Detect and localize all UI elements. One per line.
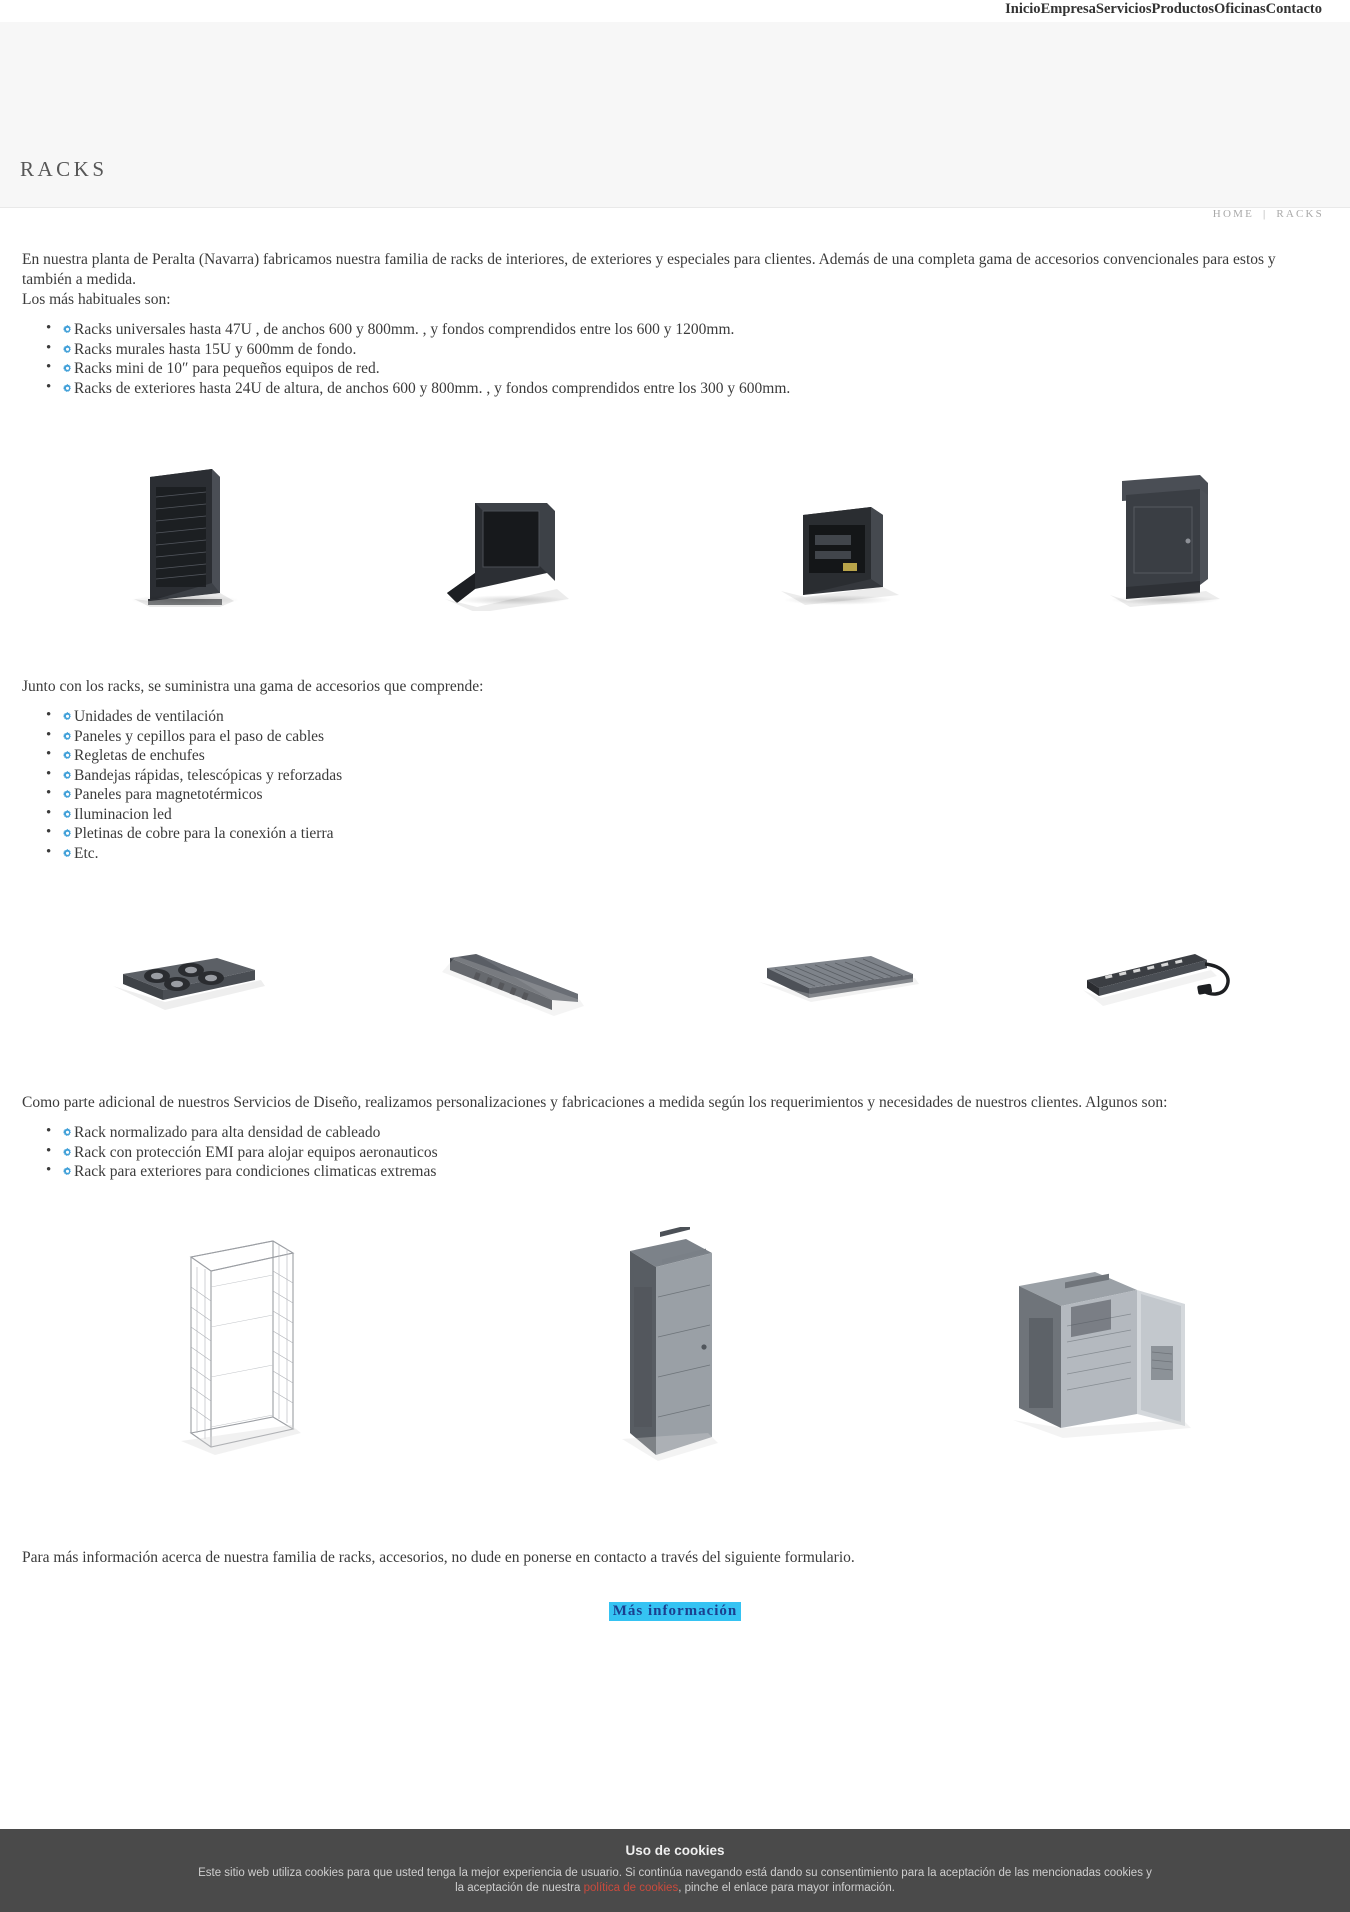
image-rack-emi[interactable]: [457, 1212, 892, 1492]
custom-list: [22, 1123, 1328, 1182]
image-rack-alta-densidad[interactable]: [22, 1212, 457, 1492]
page-title: RACKS: [20, 157, 108, 181]
list-item-label: Pletinas de cobre para la conexión a tierra: [74, 825, 334, 842]
gear-icon: [62, 1166, 73, 1177]
custom-intro-paragraph: Como parte adicional de nuestros Servicios de Diseño, realizamos personalizaciones y fabricaciones a medida según los requerimientos y necesidades de nuestros clientes. Algunos son:: [22, 1094, 1168, 1111]
cookie-text-after: , pinche el enlace para mayor información.: [678, 1882, 895, 1894]
gear-icon: [62, 789, 73, 800]
gear-icon: [62, 848, 73, 859]
cookie-bar-text: [195, 1866, 1155, 1896]
intro-paragraph: En nuestra planta de Peralta (Navarra) fabricamos nuestra familia de racks de interiores, de exteriores y especiales para clientes. Además de una completa gama de accesorios convencionales para estos y también a medida.: [22, 251, 1276, 288]
cookie-policy-link[interactable]: política de cookies: [583, 1882, 679, 1894]
list-item-label: Racks murales hasta 15U y 600mm de fondo.: [74, 340, 357, 358]
open-frame-rack-graphic: [145, 1227, 335, 1477]
gear-icon: [62, 363, 73, 374]
rack-universal-graphic: [120, 461, 250, 611]
list-item: [62, 746, 1328, 766]
image-shadow: [457, 595, 567, 605]
list-item-label: Racks universales hasta 47U , de anchos 600 y 800mm. , y fondos comprendidos entre los 600 y 1200mm.: [74, 321, 735, 338]
list-item-label: Paneles y cepillos para el paso de cables: [74, 727, 325, 745]
gear-icon: [62, 711, 73, 722]
list-item-label: Paneles para magnetotérmicos: [74, 786, 263, 803]
rack-exteriores-graphic: [1100, 461, 1230, 611]
accessories-image-row: [22, 925, 1328, 1035]
common-racks-list: [22, 320, 1328, 398]
list-item-label: Bandejas rápidas, telescópicas y reforzadas: [74, 766, 343, 784]
list-item-label: Unidades de ventilación: [74, 708, 224, 725]
gear-icon: [62, 770, 73, 781]
image-rack-exteriores[interactable]: [1002, 436, 1329, 611]
list-item: [62, 824, 1328, 844]
page-header-band: [0, 22, 1350, 220]
cookie-consent-bar: [0, 1829, 1350, 1912]
image-bandeja-rejilla[interactable]: [675, 925, 1002, 1035]
nav-item-empresa[interactable]: Empresa: [1040, 1, 1096, 17]
cta-container: [22, 1602, 1328, 1651]
image-rack-universal[interactable]: [22, 436, 349, 611]
list-item: [62, 805, 1328, 825]
list-item-label: Regletas de enchufes: [74, 747, 205, 764]
gear-icon: [62, 344, 73, 355]
gear-icon: [62, 828, 73, 839]
accessories-list: [22, 707, 1328, 863]
accessories-intro-paragraph: Junto con los racks, se suministra una gama de accesorios que comprende:: [22, 678, 484, 695]
list-item: [62, 379, 1328, 399]
list-item: [62, 766, 1328, 786]
nav-item-servicios[interactable]: Servicios: [1095, 1, 1152, 17]
list-item: [62, 340, 1328, 360]
image-regleta-enchufes[interactable]: [1002, 925, 1329, 1035]
cookie-text-before: Este sitio web utiliza cookies para que usted tenga la mejor experiencia de usuario. Si continúa navegando está dando su consentimiento para la aceptación de las mencionadas cookies y la aceptación de nuestra: [198, 1867, 1152, 1894]
main-content: [0, 208, 1350, 1651]
image-rack-mini[interactable]: [675, 436, 1002, 611]
image-shadow: [130, 595, 240, 605]
breadcrumb: [1213, 208, 1324, 220]
gear-icon: [62, 809, 73, 820]
list-item-label: Racks mini de 10″ para pequeños equipos de red.: [74, 360, 380, 377]
list-item-label: Rack con protección EMI para alojar equipos aeronauticos: [74, 1143, 438, 1161]
image-panel-pasacables[interactable]: [349, 925, 676, 1035]
image-rack-exteriores-extremo[interactable]: [893, 1212, 1328, 1492]
list-item: [62, 707, 1328, 727]
gear-icon: [62, 1147, 73, 1158]
main-navigation: [1005, 0, 1322, 18]
gear-icon: [62, 383, 73, 394]
list-item: [62, 1162, 1328, 1182]
power-strip-graphic: [1077, 940, 1252, 1020]
gear-icon: [62, 731, 73, 742]
list-item-label: Rack normalizado para alta densidad de cableado: [74, 1124, 381, 1141]
shelf-tray-graphic: [753, 940, 923, 1020]
list-item: [62, 320, 1328, 340]
list-item: [62, 727, 1328, 747]
list-item: [62, 359, 1328, 379]
nav-item-inicio[interactable]: Inicio: [1005, 1, 1041, 17]
list-item-label: Rack para exteriores para condiciones climaticas extremas: [74, 1163, 437, 1180]
contact-paragraph: Para más información acerca de nuestra familia de racks, accesorios, no dude en ponerse en contacto a través del siguiente formulario.: [22, 1548, 855, 1566]
image-rack-mural[interactable]: [349, 436, 676, 611]
image-unidad-ventilacion[interactable]: [22, 925, 349, 1035]
nav-item-contacto[interactable]: Contacto: [1265, 1, 1322, 17]
breadcrumb-current: RACKS: [1276, 208, 1324, 220]
cookie-bar-title: Uso de cookies: [625, 1843, 725, 1858]
emi-rack-graphic: [600, 1227, 750, 1477]
rack-mini-graphic: [763, 491, 913, 611]
common-racks-subtitle: Los más habituales son:: [22, 291, 171, 308]
list-item-label: Etc.: [74, 844, 99, 862]
mas-informacion-button[interactable]: Más información: [609, 1602, 742, 1621]
nav-item-oficinas[interactable]: Oficinas: [1214, 1, 1266, 17]
top-navigation-bar: [0, 0, 1350, 22]
breadcrumb-separator: |: [1262, 208, 1268, 220]
cable-panel-graphic: [432, 940, 592, 1020]
nav-item-productos[interactable]: Productos: [1151, 1, 1215, 17]
rack-mural-graphic: [437, 481, 587, 611]
image-shadow: [783, 595, 893, 605]
gear-icon: [62, 324, 73, 335]
list-item-label: Racks de exteriores hasta 24U de altura, de anchos 600 y 800mm. , y fondos comprendidos entre los 300 y 600mm.: [74, 379, 791, 397]
list-item-label: Iluminacion led: [74, 805, 172, 823]
gear-icon: [62, 1127, 73, 1138]
outdoor-rack-open-graphic: [1005, 1242, 1215, 1462]
fan-unit-graphic: [105, 940, 265, 1020]
image-shadow: [1110, 595, 1220, 605]
custom-image-row: [22, 1212, 1328, 1492]
list-item: [62, 1123, 1328, 1143]
list-item: [62, 844, 1328, 864]
racks-image-row: [22, 436, 1328, 611]
gear-icon: [62, 750, 73, 761]
list-item: [62, 1143, 1328, 1163]
breadcrumb-home[interactable]: HOME: [1212, 208, 1254, 220]
list-item: [62, 785, 1328, 805]
